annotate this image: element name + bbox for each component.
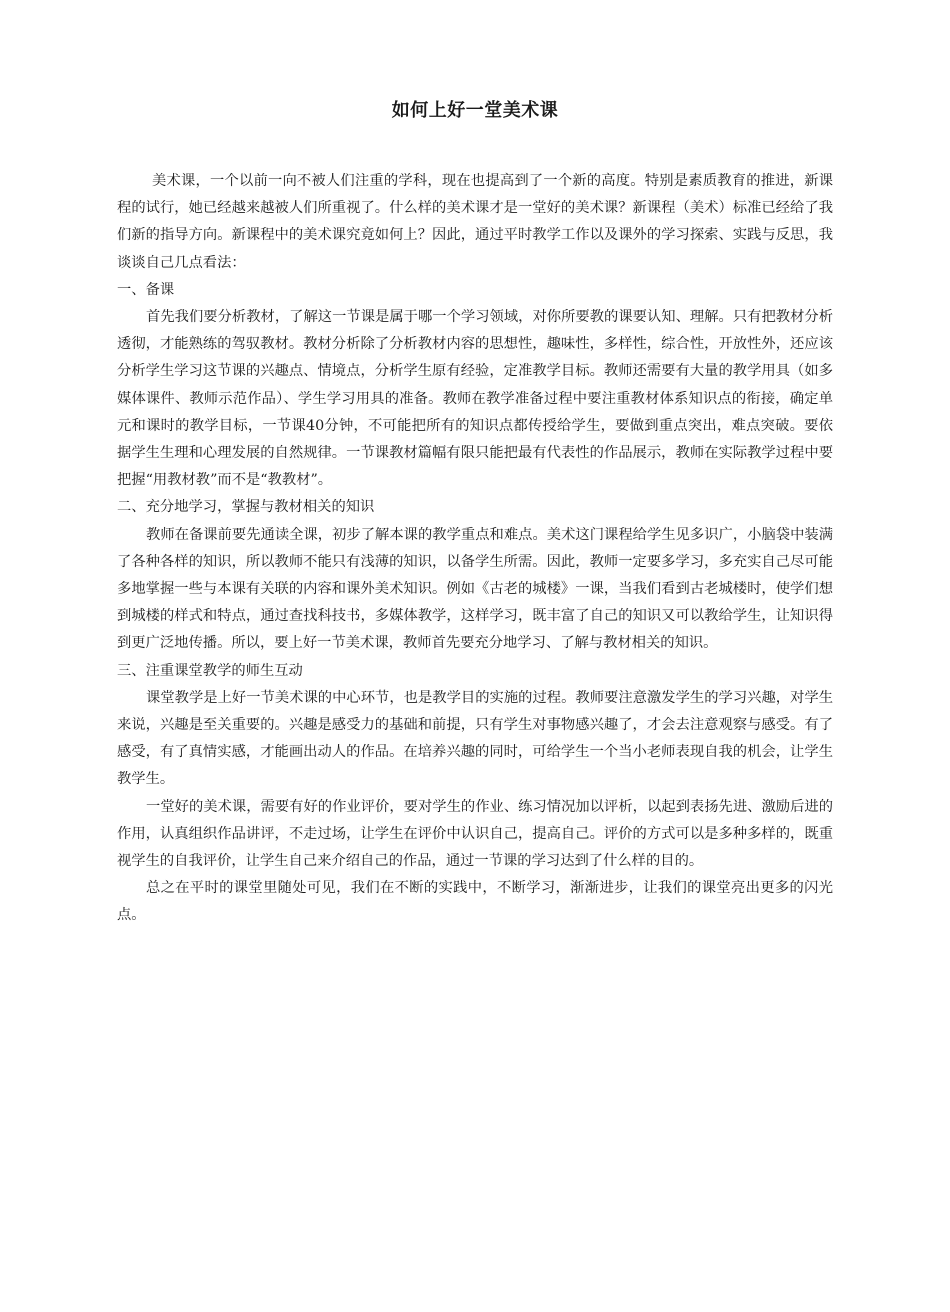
page-title: 如何上好一堂美术课 (391, 100, 559, 121)
conclusion-paragraph: 总之在平时的课堂里随处可见，我们在不断的实践中，不断学习，渐渐进步，让我们的课堂亮出更多的闪光点。 (117, 880, 833, 924)
section-heading-lesson-prep: 一、备课 (117, 281, 175, 298)
intro-paragraph: 美术课，一个以前一向不被人们注重的学科，现在也提高到了一个新的高度。特别是素质教育的推进，新课程的试行，她已经越来越被人们所重视了。什么样的美术课才是一堂好的美术课？新课程（美术）标准已经给了我们新的指导方向。新课程中的美术课究竟如何上？因此，通过平时教学工作以及课外的学习探索、实践与反思，我谈谈自己几点看法： (117, 173, 833, 271)
body-paragraph: 首先我们要分析教材，了解这一节课是属于哪一个学习领域，对你所要教的课要认知、理解。只有把教材分析透彻，才能熟练的驾驭教材。教材分析除了分析教材内容的思想性，趣味性，多样性，综合性，开放性外，还应该分析学生学习这节课的兴趣点、情境点，分析学生原有经验，定准教学目标。教师还需要有大量的教学用具（如多媒体课件、教师示范作品）、学生学习用具的准备。教师在教学准备过程中要注重教材体系知识点的衔接，确定单元和课时的教学目标，一节课40分钟，不可能把所有的知识点都传授给学生，要做到重点突出，难点突破。要依据学生生理和心理发展的自然规律。一节课教材篇幅有限只能把最有代表性的作品展示，教师在实际教学过程中要把握“用教材教”而不是“教教材”。 (117, 309, 833, 489)
document-body (117, 168, 833, 930)
body-paragraph: 一堂好的美术课，需要有好的作业评价，要对学生的作业、练习情况加以评析，以起到表扬先进、激励后进的作用，认真组织作品讲评，不走过场，让学生在评价中认识自己，提高自己。评价的方式可以是多种多样的，既重视学生的自我评价，让学生自己来介绍自己的作品，通过一节课的学习达到了什么样的目的。 (117, 798, 833, 870)
body-paragraph: 教师在备课前要先通读全课，初步了解本课的教学重点和难点。美术这门课程给学生见多识广，小脑袋中装满了各种各样的知识，所以教师不能只有浅薄的知识，以备学生所需。因此，教师一定要多学习，多充实自己尽可能多地掌握一些与本课有关联的内容和课外美术知识。例如《古老的城楼》一课，当我们看到古老城楼时，使学们想到城楼的样式和特点，通过查找科技书，多媒体教学，这样学习，既丰富了自己的知识又可以教给学生，让知识得到更广泛地传播。所以，要上好一节美术课，教师首先要充分地学习、了解与教材相关的知识。 (117, 526, 833, 652)
body-paragraph: 课堂教学是上好一节美术课的中心环节，也是教学目的实施的过程。教师要注意激发学生的学习兴趣，对学生来说，兴趣是至关重要的。兴趣是感受力的基础和前提，只有学生对事物感兴趣了，才会去注意观察与感受。有了感受，有了真情实感，才能画出动人的作品。在培养兴趣的同时，可给学生一个当小老师表现自我的机会，让学生教学生。 (117, 689, 833, 788)
section-heading-interaction: 三、注重课堂教学的师生互动 (117, 662, 303, 679)
section-heading-learning: 二、充分地学习，掌握与教材相关的知识 (117, 499, 375, 516)
